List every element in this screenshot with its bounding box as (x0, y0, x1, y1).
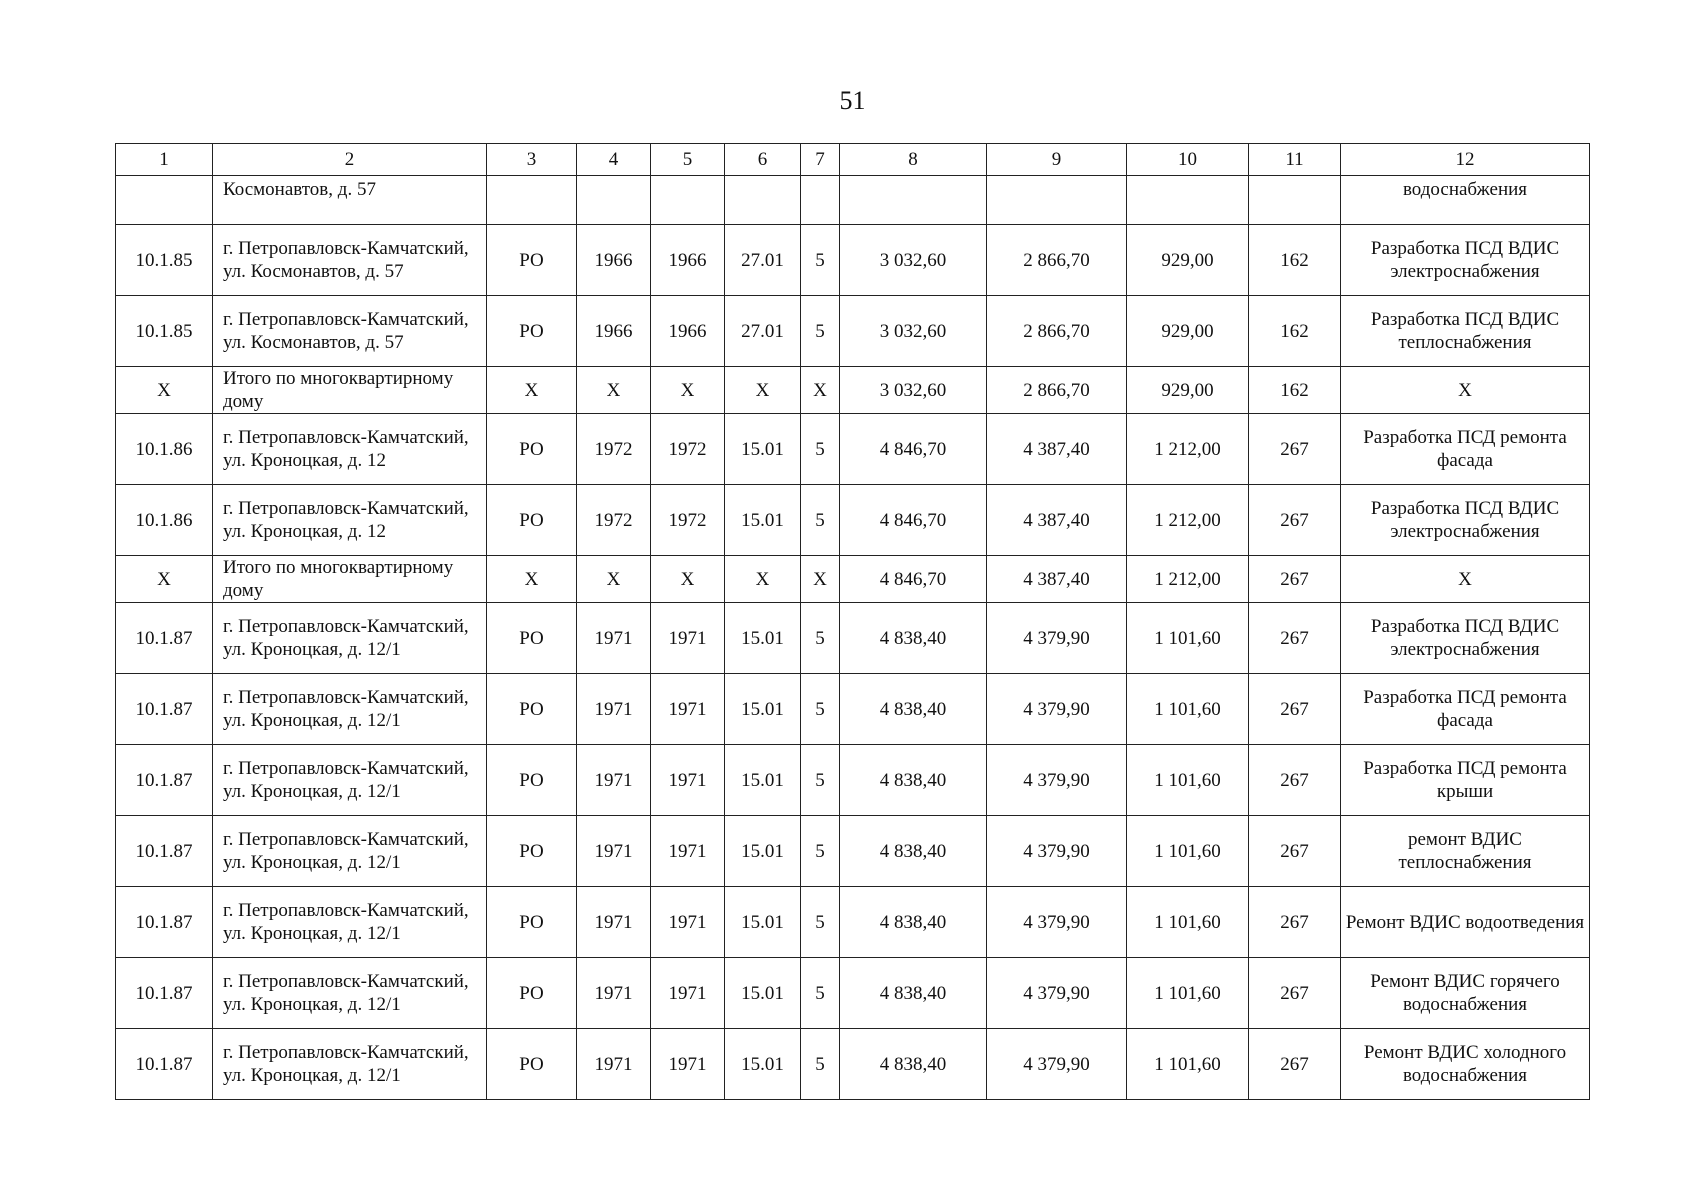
cell-residential-area: 4 379,90 (987, 816, 1127, 887)
cell-floors: 5 (801, 816, 840, 887)
cell-address: Итого по многоквартирному дому (213, 367, 487, 414)
cell-residents: 267 (1249, 556, 1341, 603)
page-number: 51 (839, 86, 866, 115)
column-header-10: 10 (1127, 144, 1249, 176)
cell-total-area: 3 032,60 (840, 296, 987, 367)
cell-floors: Х (801, 556, 840, 603)
cell-residential-area: 2 866,70 (987, 296, 1127, 367)
cell-work-type: Х (1341, 556, 1590, 603)
cell-residential-area: 4 379,90 (987, 958, 1127, 1029)
cell-work-type: Х (1341, 367, 1590, 414)
cell-year-built: 1971 (577, 745, 651, 816)
cell-residents: 267 (1249, 414, 1341, 485)
cell-work-type: Разработка ПСД ВДИС электроснабжения (1341, 225, 1590, 296)
cell-row-number: Х (116, 367, 213, 414)
cell-area-common: 1 101,60 (1127, 745, 1249, 816)
cell-year-built: Х (577, 367, 651, 414)
cell-work-type: Разработка ПСД ремонта фасада (1341, 414, 1590, 485)
cell-year-built: 1971 (577, 816, 651, 887)
cell-year-commissioned: Х (651, 556, 725, 603)
cell-work-type: Разработка ПСД ВДИС электроснабжения (1341, 603, 1590, 674)
cell-form: РО (487, 414, 577, 485)
cell-residents: 162 (1249, 296, 1341, 367)
cell-year-commissioned: 1971 (651, 745, 725, 816)
cell-address: г. Петропавловск-Камчатский, ул. Кроноцкая, д. 12/1 (213, 674, 487, 745)
cell-year-built (577, 176, 651, 225)
cell-year-commissioned: 1966 (651, 225, 725, 296)
cell-year-commissioned: 1971 (651, 674, 725, 745)
cell-form: Х (487, 556, 577, 603)
cell-year-commissioned: 1971 (651, 958, 725, 1029)
cell-address: г. Петропавловск-Камчатский, ул. Кроноцкая, д. 12/1 (213, 816, 487, 887)
cell-address: г. Петропавловск-Камчатский, ул. Космонавтов, д. 57 (213, 296, 487, 367)
cell-code: 15.01 (725, 485, 801, 556)
cell-work-type: ремонт ВДИС теплоснабжения (1341, 816, 1590, 887)
cell-year-built: 1972 (577, 414, 651, 485)
cell-address: г. Петропавловск-Камчатский, ул. Кроноцкая, д. 12/1 (213, 958, 487, 1029)
cell-form (487, 176, 577, 225)
table-row (116, 296, 1590, 367)
table-row (116, 674, 1590, 745)
table-row (116, 603, 1590, 674)
cell-total-area (840, 176, 987, 225)
cell-floors: 5 (801, 225, 840, 296)
cell-address: г. Петропавловск-Камчатский, ул. Кроноцкая, д. 12/1 (213, 887, 487, 958)
cell-residents: 267 (1249, 1029, 1341, 1100)
cell-row-number: 10.1.86 (116, 414, 213, 485)
cell-form: РО (487, 485, 577, 556)
cell-residents: 162 (1249, 225, 1341, 296)
cell-address: г. Петропавловск-Камчатский, ул. Кроноцкая, д. 12/1 (213, 745, 487, 816)
column-header-8: 8 (840, 144, 987, 176)
cell-residents: 267 (1249, 887, 1341, 958)
cell-area-common: 929,00 (1127, 225, 1249, 296)
table-row (116, 745, 1590, 816)
cell-total-area: 4 838,40 (840, 816, 987, 887)
cell-area-common: 929,00 (1127, 367, 1249, 414)
cell-residents: 267 (1249, 745, 1341, 816)
cell-form: РО (487, 296, 577, 367)
column-header-11: 11 (1249, 144, 1341, 176)
cell-year-built: Х (577, 556, 651, 603)
cell-year-built: 1971 (577, 958, 651, 1029)
cell-work-type: Разработка ПСД ВДИС теплоснабжения (1341, 296, 1590, 367)
cell-code: Х (725, 367, 801, 414)
cell-floors: 5 (801, 958, 840, 1029)
cell-code: 15.01 (725, 414, 801, 485)
cell-work-type: Ремонт ВДИС горячего водоснабжения (1341, 958, 1590, 1029)
cell-year-commissioned: 1971 (651, 1029, 725, 1100)
cell-row-number: 10.1.87 (116, 674, 213, 745)
cell-total-area: 4 838,40 (840, 674, 987, 745)
cell-row-number: 10.1.87 (116, 816, 213, 887)
table-row (116, 958, 1590, 1029)
cell-row-number: 10.1.87 (116, 1029, 213, 1100)
cell-form: РО (487, 816, 577, 887)
header-row (116, 144, 1590, 176)
cell-code: 15.01 (725, 603, 801, 674)
cell-year-built: 1971 (577, 1029, 651, 1100)
cell-residents: 267 (1249, 816, 1341, 887)
cell-total-area: 4 846,70 (840, 414, 987, 485)
cell-row-number: 10.1.85 (116, 296, 213, 367)
cell-form: РО (487, 958, 577, 1029)
column-header-12: 12 (1341, 144, 1590, 176)
cell-residential-area: 4 379,90 (987, 887, 1127, 958)
cell-area-common: 1 101,60 (1127, 674, 1249, 745)
cell-floors: 5 (801, 603, 840, 674)
cell-floors (801, 176, 840, 225)
table-row (116, 556, 1590, 603)
cell-form: РО (487, 225, 577, 296)
cell-form: РО (487, 745, 577, 816)
cell-form: РО (487, 887, 577, 958)
cell-work-type: Разработка ПСД ремонта крыши (1341, 745, 1590, 816)
cell-residents (1249, 176, 1341, 225)
cell-area-common: 1 101,60 (1127, 887, 1249, 958)
data-table (115, 143, 1590, 1100)
cell-code: 15.01 (725, 958, 801, 1029)
cell-address: г. Петропавловск-Камчатский, ул. Кроноцкая, д. 12 (213, 485, 487, 556)
cell-residents: 162 (1249, 367, 1341, 414)
cell-address: г. Петропавловск-Камчатский, ул. Кроноцкая, д. 12/1 (213, 603, 487, 674)
cell-year-commissioned: 1972 (651, 485, 725, 556)
cell-residential-area: 4 379,90 (987, 674, 1127, 745)
column-header-4: 4 (577, 144, 651, 176)
cell-total-area: 4 846,70 (840, 556, 987, 603)
cell-row-number: 10.1.85 (116, 225, 213, 296)
cell-floors: 5 (801, 485, 840, 556)
cell-area-common: 1 212,00 (1127, 556, 1249, 603)
cell-code: 27.01 (725, 296, 801, 367)
cell-year-built: 1971 (577, 603, 651, 674)
cell-residential-area: 4 387,40 (987, 414, 1127, 485)
cell-area-common: 929,00 (1127, 296, 1249, 367)
column-header-2: 2 (213, 144, 487, 176)
cell-year-built: 1971 (577, 674, 651, 745)
column-header-1: 1 (116, 144, 213, 176)
cell-code: 15.01 (725, 816, 801, 887)
cell-year-commissioned: 1971 (651, 887, 725, 958)
cell-floors: 5 (801, 296, 840, 367)
cell-residential-area: 2 866,70 (987, 225, 1127, 296)
cell-area-common: 1 101,60 (1127, 958, 1249, 1029)
cell-total-area: 3 032,60 (840, 367, 987, 414)
cell-residential-area: 4 379,90 (987, 603, 1127, 674)
table-row (116, 485, 1590, 556)
cell-code: 15.01 (725, 1029, 801, 1100)
cell-work-type: Разработка ПСД ремонта фасада (1341, 674, 1590, 745)
cell-year-commissioned: 1966 (651, 296, 725, 367)
cell-area-common: 1 212,00 (1127, 414, 1249, 485)
cell-address: г. Петропавловск-Камчатский, ул. Космонавтов, д. 57 (213, 225, 487, 296)
cell-year-commissioned: Х (651, 367, 725, 414)
cell-year-commissioned (651, 176, 725, 225)
cell-work-type: водоснабжения (1341, 176, 1590, 225)
cell-work-type: Разработка ПСД ВДИС электроснабжения (1341, 485, 1590, 556)
cell-total-area: 4 838,40 (840, 603, 987, 674)
cell-total-area: 3 032,60 (840, 225, 987, 296)
cell-address: г. Петропавловск-Камчатский, ул. Кроноцкая, д. 12/1 (213, 1029, 487, 1100)
cell-area-common: 1 101,60 (1127, 603, 1249, 674)
cell-year-built: 1966 (577, 225, 651, 296)
cell-residential-area: 4 387,40 (987, 556, 1127, 603)
cell-total-area: 4 838,40 (840, 887, 987, 958)
cell-residential-area: 4 379,90 (987, 1029, 1127, 1100)
cell-year-built: 1971 (577, 887, 651, 958)
cell-form: Х (487, 367, 577, 414)
cell-total-area: 4 846,70 (840, 485, 987, 556)
cell-address: Итого по многоквартирному дому (213, 556, 487, 603)
cell-code: 27.01 (725, 225, 801, 296)
cell-row-number: 10.1.86 (116, 485, 213, 556)
cell-floors: 5 (801, 1029, 840, 1100)
cell-row-number: 10.1.87 (116, 887, 213, 958)
column-header-7: 7 (801, 144, 840, 176)
cell-work-type: Ремонт ВДИС водоотведения (1341, 887, 1590, 958)
cell-residents: 267 (1249, 958, 1341, 1029)
cell-floors: 5 (801, 745, 840, 816)
cell-year-commissioned: 1972 (651, 414, 725, 485)
cell-code: 15.01 (725, 674, 801, 745)
cell-residential-area (987, 176, 1127, 225)
cell-work-type: Ремонт ВДИС холодного водоснабжения (1341, 1029, 1590, 1100)
cell-form: РО (487, 674, 577, 745)
cell-residential-area: 4 379,90 (987, 745, 1127, 816)
cell-row-number: 10.1.87 (116, 603, 213, 674)
cell-address: Космонавтов, д. 57 (213, 176, 487, 225)
column-header-6: 6 (725, 144, 801, 176)
cell-residential-area: 2 866,70 (987, 367, 1127, 414)
cell-floors: 5 (801, 414, 840, 485)
cell-total-area: 4 838,40 (840, 745, 987, 816)
cell-floors: Х (801, 367, 840, 414)
cell-row-number: Х (116, 556, 213, 603)
table-row (116, 176, 1590, 225)
cell-row-number (116, 176, 213, 225)
cell-form: РО (487, 603, 577, 674)
table-row (116, 414, 1590, 485)
cell-residential-area: 4 387,40 (987, 485, 1127, 556)
cell-residents: 267 (1249, 485, 1341, 556)
cell-year-built: 1966 (577, 296, 651, 367)
column-header-3: 3 (487, 144, 577, 176)
cell-area-common (1127, 176, 1249, 225)
column-header-5: 5 (651, 144, 725, 176)
cell-floors: 5 (801, 674, 840, 745)
cell-total-area: 4 838,40 (840, 1029, 987, 1100)
table-body (116, 176, 1590, 1100)
cell-total-area: 4 838,40 (840, 958, 987, 1029)
cell-year-built: 1972 (577, 485, 651, 556)
cell-area-common: 1 101,60 (1127, 1029, 1249, 1100)
table-row (116, 1029, 1590, 1100)
cell-code: Х (725, 556, 801, 603)
cell-residents: 267 (1249, 674, 1341, 745)
cell-year-commissioned: 1971 (651, 603, 725, 674)
cell-row-number: 10.1.87 (116, 745, 213, 816)
column-header-9: 9 (987, 144, 1127, 176)
cell-code: 15.01 (725, 745, 801, 816)
table-row (116, 816, 1590, 887)
cell-form: РО (487, 1029, 577, 1100)
cell-code (725, 176, 801, 225)
table-row (116, 887, 1590, 958)
cell-row-number: 10.1.87 (116, 958, 213, 1029)
table-row (116, 225, 1590, 296)
table-row (116, 367, 1590, 414)
cell-area-common: 1 212,00 (1127, 485, 1249, 556)
cell-floors: 5 (801, 887, 840, 958)
cell-year-commissioned: 1971 (651, 816, 725, 887)
cell-residents: 267 (1249, 603, 1341, 674)
cell-area-common: 1 101,60 (1127, 816, 1249, 887)
cell-address: г. Петропавловск-Камчатский, ул. Кроноцкая, д. 12 (213, 414, 487, 485)
cell-code: 15.01 (725, 887, 801, 958)
